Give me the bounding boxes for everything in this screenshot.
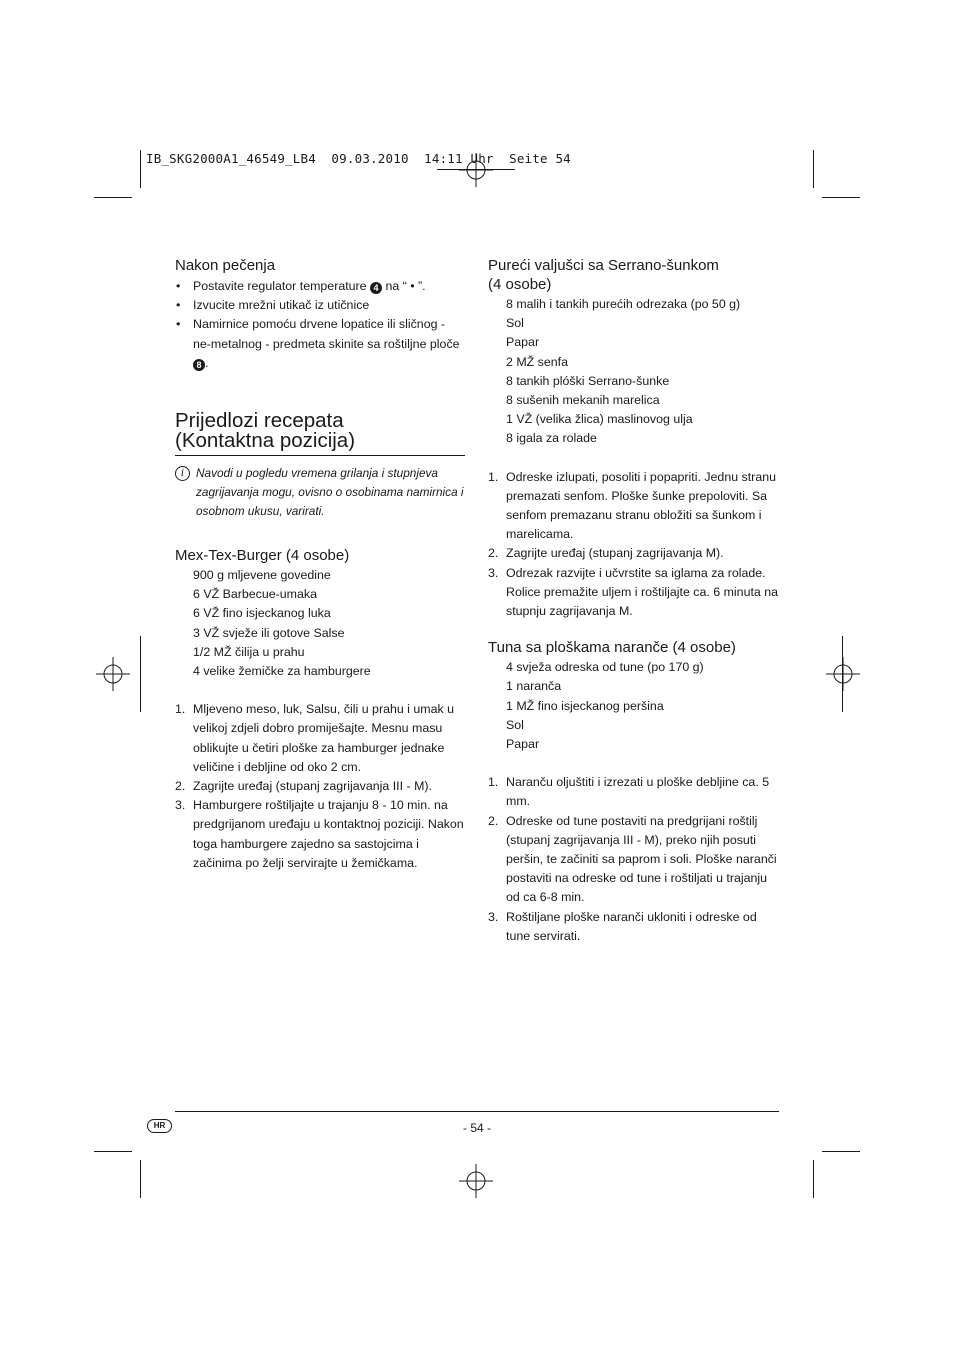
list-item: 1 naranča	[506, 679, 562, 694]
registration-mark-bottom	[459, 1164, 493, 1198]
list-item: 4 velike žemičke za hamburgere	[193, 664, 371, 679]
list-item: 3 VŽ svježe ili gotove Salse	[193, 625, 345, 640]
after-baking-list	[175, 277, 465, 373]
info-note	[175, 464, 465, 521]
crop-mark	[822, 1151, 860, 1152]
right-column	[488, 256, 780, 946]
list-item: Sol	[506, 717, 524, 732]
crop-mark	[140, 636, 141, 712]
list-item: 1 VŽ (velika žlica) maslinovog ulja	[506, 412, 693, 427]
crop-mark	[94, 1151, 132, 1152]
list-item: 4 svježa odreska od tune (po 170 g)	[506, 660, 704, 675]
crop-mark	[94, 197, 132, 198]
section-title-line2: (Kontaktna pozicija)	[175, 429, 356, 453]
turkey-title-line2: (4 osobe)	[488, 276, 552, 293]
registration-mark-top	[459, 153, 493, 187]
grill-plate-ref-icon: 8	[193, 359, 205, 371]
after-baking-title: Nakon pečenja	[175, 257, 276, 274]
info-note-text: Navodi u pogledu vremena grilanja i stupnjeva zagrijavanja mogu, ovisno o osobinama namirnica i osobnom ukusu, varirati.	[196, 466, 464, 519]
turkey-steps	[488, 468, 780, 622]
list-item: 6 VŽ Barbecue-umaka	[193, 587, 317, 602]
crop-mark	[813, 1160, 814, 1198]
crop-mark	[822, 197, 860, 198]
turkey-ingredients	[488, 295, 780, 449]
left-column	[175, 256, 465, 873]
crop-mark	[813, 150, 814, 188]
list-item: Sol	[506, 316, 524, 331]
list-item: 1. Odreske izlupati, posoliti i popapriti. Jednu stranu premazati senfom. Ploške šunke prepoloviti. Sa senfom premazanu stranu obložiti sa šunkom i marelicama.	[488, 469, 776, 542]
list-item: 1 MŽ fino isjeckanog peršina	[506, 698, 664, 713]
burger-title: Mex-Tex-Burger (4 osobe)	[175, 547, 350, 565]
crop-mark	[842, 636, 843, 712]
tuna-ingredients	[488, 658, 780, 754]
list-item: 1. Naranču oljuštiti i izrezati u ploške debljine ca. 5 mm.	[488, 775, 770, 809]
footer-rule	[175, 1111, 779, 1112]
list-item: Papar	[506, 335, 540, 350]
list-item: 900 g mljevene govedine	[193, 568, 331, 583]
list-item: 3. Odrezak razvijte i učvrstite sa iglama za rolade. Rolice premažite uljem i roštiljajte ca. 6 minuta na stupnju zagrijavanja M.	[488, 565, 779, 619]
turkey-title-line1: Pureći valjušci sa Serrano-šunkom	[488, 257, 719, 274]
list-item: 2 MŽ senfa	[506, 354, 568, 369]
tuna-steps	[488, 773, 780, 946]
list-item: 3. Hamburgere roštiljajte u trajanju 8 - 10 min. na predgrijanom uređaju u kontaktnoj poziciji. Nakon toga hamburgere zajedno sa sastojcima i začinima po želji servirajte u žemičkama.	[175, 798, 464, 870]
heading-rule	[175, 455, 465, 456]
list-item: 1. Mljeveno meso, luk, Salsu, čili u prahu i umak u velikoj zdjeli dobro promiješajte. Mesnu masu oblikujte u četiri ploške za hamburger jednake veličine i debljine od oko 2 cm.	[175, 702, 455, 774]
burger-steps	[175, 700, 465, 873]
list-item: 1/2 MŽ čilija u prahu	[193, 644, 305, 659]
print-header: IB_SKG2000A1_46549_LB4 09.03.2010 14:11 Uhr Seite 54	[146, 151, 571, 166]
crop-mark	[140, 1160, 141, 1198]
list-item: 2. Odreske od tune postaviti na predgrijani roštilj (stupanj zagrijavanja III - M), preko njih posuti peršin, te začiniti sa paprom i soli. Ploške naranči postaviti na odreske od tune i roštiljati u trajanju od ca 6-8 min.	[488, 813, 777, 905]
list-item: • Postavite regulator temperature 4 na “ • ”.	[175, 277, 465, 296]
list-item: 8 tankih plóški Serrano-šunke	[506, 373, 670, 388]
list-item: 8 igala za rolade	[506, 431, 597, 446]
page-number: - 54 -	[462, 1121, 491, 1135]
tuna-title: Tuna sa ploškama naranče (4 osobe)	[488, 639, 736, 657]
list-item: 2. Zagrijte uređaj (stupanj zagrijavanja M).	[488, 546, 724, 561]
list-item: 2. Zagrijte uređaj (stupanj zagrijavanja III - M).	[175, 779, 432, 794]
section-title-line1: Prijedlozi recepata	[175, 409, 344, 433]
registration-mark-right	[826, 657, 860, 691]
list-item: 8 malih i tankih purećih odrezaka (po 50 g)	[506, 297, 741, 311]
language-badge: HR	[147, 1119, 172, 1133]
list-item: 3. Roštiljane ploške naranči ukloniti i odreske od tune servirati.	[488, 909, 757, 943]
section-heading	[175, 411, 465, 456]
list-item: • Namirnice pomoću drvene lopatice ili sličnog - ne-metalnog - predmeta skinite sa roštiljne ploče 8 .	[175, 315, 465, 373]
list-item: 8 sušenih mekanih marelica	[506, 393, 660, 408]
crop-mark	[140, 150, 141, 188]
temperature-regulator-ref-icon: 4	[370, 282, 382, 294]
list-item: 6 VŽ fino isjeckanog luka	[193, 606, 331, 621]
registration-mark-left	[96, 657, 130, 691]
burger-ingredients	[175, 566, 465, 681]
list-item: • Izvucite mrežni utikač iz utičnice	[175, 296, 465, 315]
list-item: Papar	[506, 737, 540, 752]
info-icon: i	[175, 466, 190, 481]
